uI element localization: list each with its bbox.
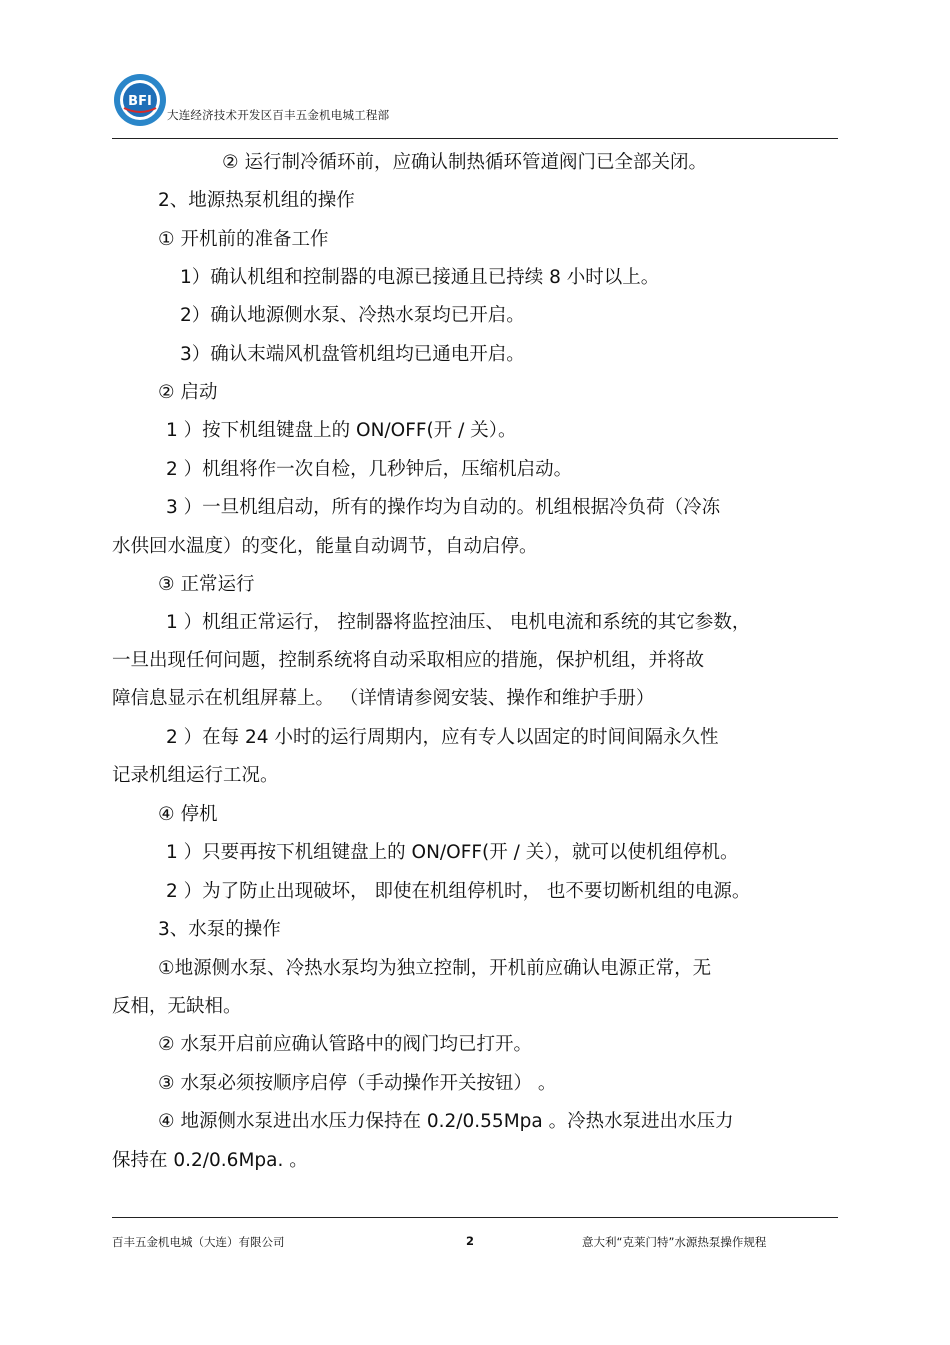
header-divider xyxy=(112,138,838,139)
company-name: 大连经济技术开发区百丰五金机电城工程部 xyxy=(167,108,390,122)
subsection-heading: ① 开机前的准备工作 xyxy=(158,229,329,250)
body-line: 水供回水温度）的变化，能量自动调节，自动启停。 xyxy=(112,536,538,557)
footer-document-title: 意大利“克莱门特”水源热泵操作规程 xyxy=(582,1235,767,1249)
logo-text: BFI xyxy=(128,94,152,109)
body-line: 一旦出现任何问题，控制系统将自动采取相应的措施，保护机组，并将故 xyxy=(112,650,705,671)
body-line: 1 ）按下机组键盘上的 ON/OFF(开 / 关）。 xyxy=(166,420,517,441)
body-line: 记录机组运行工况。 xyxy=(112,765,279,786)
subsection-heading: ④ 停机 xyxy=(158,804,218,825)
body-line: ② 水泵开启前应确认管路中的阀门均已打开。 xyxy=(158,1034,532,1055)
body-line: ③ 水泵必须按顺序启停（手动操作开关按钮） 。 xyxy=(158,1073,557,1094)
body-line: 1 ）机组正常运行， 控制器将监控油压、 电机电流和系统的其它参数， xyxy=(166,612,751,633)
body-line: ①地源侧水泵、冷热水泵均为独立控制，开机前应确认电源正常，无 xyxy=(158,958,712,979)
subsection-heading: ③ 正常运行 xyxy=(158,574,255,595)
body-line: 1）确认机组和控制器的电源已接通且已持续 8 小时以上。 xyxy=(180,267,660,288)
body-line: 障信息显示在机组屏幕上。 （详情请参阅安装、操作和维护手册） xyxy=(112,688,655,709)
body-line: 3 ）一旦机组启动，所有的操作均为自动的。机组根据冷负荷（冷冻 xyxy=(166,497,721,518)
section-heading: 2、地源热泵机组的操作 xyxy=(158,190,355,211)
body-line: 反相，无缺相。 xyxy=(112,996,242,1017)
body-line: 保持在 0.2/0.6Mpa. 。 xyxy=(112,1150,308,1171)
body-line: 1 ）只要再按下机组键盘上的 ON/OFF(开 / 关），就可以使机组停机。 xyxy=(166,842,739,863)
subsection-heading: ② 启动 xyxy=(158,382,218,403)
company-logo xyxy=(112,72,168,128)
body-line: 2）确认地源侧水泵、冷热水泵均已开启。 xyxy=(180,305,525,326)
body-line: ④ 地源侧水泵进出水压力保持在 0.2/0.55Mpa 。冷热水泵进出水压力 xyxy=(158,1111,734,1132)
page-number: 2 xyxy=(466,1234,475,1248)
body-line: ② 运行制冷循环前，应确认制热循环管道阀门已全部关闭。 xyxy=(222,152,707,173)
body-line: 2 ）为了防止出现破坏， 即使在机组停机时， 也不要切断机组的电源。 xyxy=(166,881,751,902)
footer-divider xyxy=(112,1217,838,1218)
body-line: 3）确认末端风机盘管机组均已通电开启。 xyxy=(180,344,525,365)
section-heading: 3、水泵的操作 xyxy=(158,919,281,940)
body-line: 2 ）在每 24 小时的运行周期内，应有专人以固定的时间间隔永久性 xyxy=(166,727,719,748)
body-line: 2 ）机组将作一次自检，几秒钟后，压缩机启动。 xyxy=(166,459,573,480)
footer-company: 百丰五金机电城（大连）有限公司 xyxy=(112,1235,285,1249)
